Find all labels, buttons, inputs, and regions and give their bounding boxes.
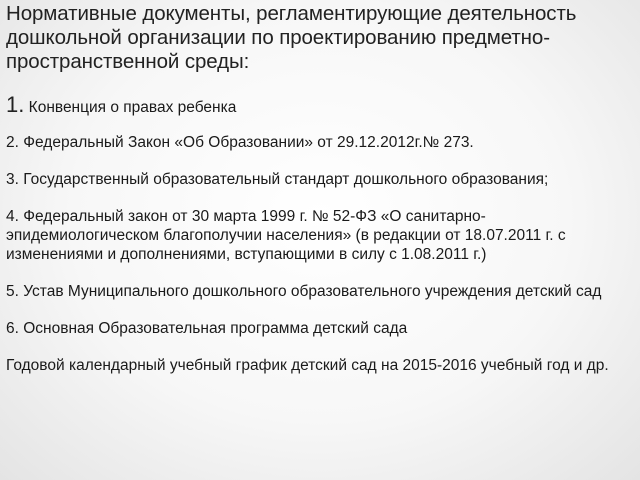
item-text: 6. Основная Образовательная программа детский сада (6, 320, 408, 337)
list-item (6, 319, 630, 338)
list-item (6, 93, 630, 117)
list-item (6, 133, 630, 152)
slide-title: Нормативные документы, регламентирующие деятельность дошкольной организации по проектированию предметно-пространственной среды: (6, 2, 577, 73)
item-text: 3. Государственный образовательный стандарт дошкольного образования; (6, 171, 549, 188)
item-text: 5. Устав Муниципального дошкольного образовательного учреждения детский сад (6, 283, 602, 300)
list-item (6, 282, 630, 301)
document-list (6, 93, 630, 393)
item-number: 1. (6, 92, 25, 117)
item-text: Годовой календарный учебный график детский сад на 2015-2016 учебный год и др. (6, 357, 609, 374)
item-text: Конвенция о правах ребенка (28, 99, 237, 116)
item-text: 2. Федеральный Закон «Об Образовании» от 29.12.2012г.№ 273. (6, 134, 474, 151)
list-item (6, 170, 630, 189)
list-item (6, 356, 630, 375)
item-text: 4. Федеральный закон от 30 марта 1999 г. № 52-ФЗ «О санитарно-эпидемиологическом благополучии населения» (в редакции от 18.07.2011 г. с изменениями и дополнениями, вступающими в силу с 1.08.2011 г.) (6, 208, 566, 263)
list-item (6, 207, 630, 264)
